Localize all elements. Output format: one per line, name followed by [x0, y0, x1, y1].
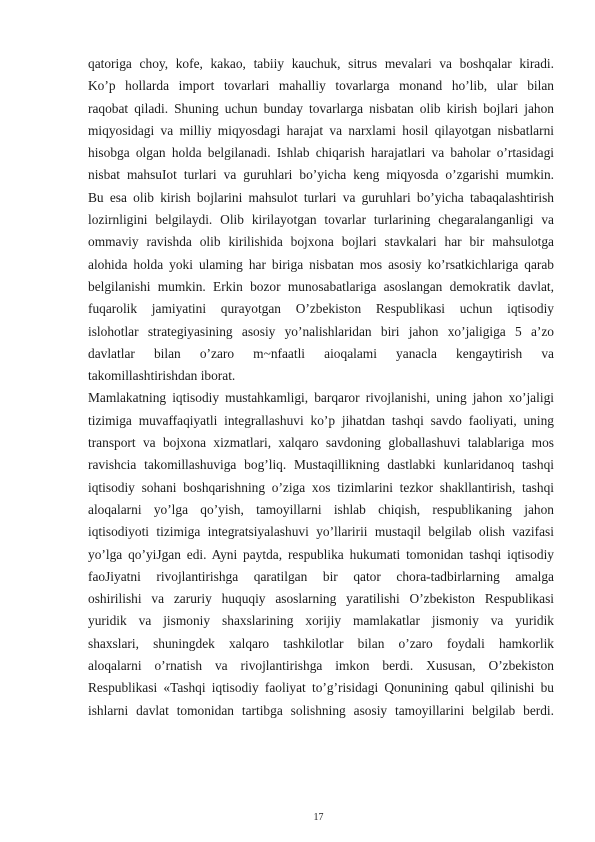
- text-line: yo’lga qo’yiJgan edi. Ayni paytda, respublika hukumati tomonidan tashqi iqtisodiy: [88, 546, 554, 562]
- text-line: Respublikasi «Tashqi iqtisodiy faoliyat to’g’risidagi Qonunining qabul qilinishi bu: [88, 680, 554, 696]
- page-number: 17: [313, 812, 324, 823]
- text-line: transport va bojxona xizmatlari, xalqaro savdoning globallashuvi talablariga mos: [88, 435, 554, 451]
- text-line: ommaviy ravishda olib kirilishida bojxona bojlari stavkalari har bir mahsulotga: [88, 234, 554, 250]
- text-line: Bu esa olib kirish bojlarini mahsulot turlari va guruhlari bo’yicha tabaqalashtirish: [88, 189, 554, 205]
- text-line: faoJiyatni rivojlantirishga qaratilgan bir qator chora-tadbirlarning amalga: [88, 568, 554, 584]
- text-line: iqtisodiyoti tizimiga integratsiyalashuvi yo’llaririi mustaqil belgilab olish vazifasi: [88, 524, 554, 540]
- text-line: aloqalarni yo’lga qo’yish, tamoyillarni ishlab chiqish, respublikaning jahon: [88, 501, 554, 517]
- text-line: alohida holda yoki ulaming har biriga nisbatan mos asosiy ko’rsatkichlariga qarab: [88, 256, 554, 272]
- text-line: davlatlar bilan o’zaro m~nfaatli aioqalami yanacla kengaytirish va: [88, 345, 554, 361]
- text-line: qatoriga choy, kofe, kakao, tabiiy kauchuk, sitrus mevalari va boshqalar kiradi.: [88, 56, 554, 71]
- text-line: miqyosidagi va milliy miqyosdagi harajat va narxlami hosil qilayotgan nisbatlarni: [88, 122, 554, 138]
- text-line: iqtisodiy sohani boshqarishning o’ziga xos tizimlarini tezkor shakllantirish, tashqi: [88, 479, 554, 495]
- text-line: Mamlakatning iqtisodiy mustahkamligi, barqaror rivojlanishi, uning jahon xo’jaligi: [88, 390, 554, 406]
- paragraph-1: [88, 53, 554, 387]
- text-line: islohotlar strategiyasining asosiy yo’nalishlaridan biri jahon xo’jaligiga 5 a’zo: [88, 323, 554, 339]
- text-line: yuridik va jismoniy shaxslarining xorijiy mamlakatlar jismoniy va yuridik: [88, 613, 554, 629]
- text-line: aloqalarni o’rnatish va rivojlantirishga imkon berdi. Xususan, O’zbekiston: [88, 658, 554, 674]
- body-text: [88, 53, 554, 722]
- text-line: lozirnligini belgilaydi. Olib kirilayotgan tovarlar turlarining chegaralanganligi va: [88, 212, 554, 228]
- text-line: raqobat qiladi. Shuning uchun bunday tovarlarga nisbatan olib kirish bojlari jahon: [88, 100, 554, 116]
- text-line: fuqarolik jamiyatini qurayotgan O’zbekiston Respublikasi uchun iqtisodiy: [88, 301, 554, 317]
- text-line: takomillashtirishdan iborat.: [88, 368, 236, 384]
- text-line: belgilanishi mumkin. Erkin bozor munosabatlariga asoslangan demokratik davlat,: [88, 278, 554, 294]
- text-line: hisobga olgan holda belgilanadi. Ishlab chiqarish harajatlari va baholar o’rtasidagi: [88, 145, 554, 161]
- text-line: shaxslari, shuningdek xalqaro tashkilotlar bilan o’zaro foydali hamkorlik: [88, 635, 554, 651]
- text-line: oshirilishi va zaruriy huquqiy asoslarning yaratilishi O’zbekiston Respublikasi: [88, 591, 554, 607]
- text-line: tizimiga muvaffaqiyatli integrallashuvi ko’p jihatdan tashqi savdo faoliyati, uning: [88, 412, 554, 428]
- text-line: nisbat mahsuIot turlari va guruhlari bo’yicha keng miqyosda o’zgarishi mumkin.: [88, 167, 554, 183]
- text-line: ravishcia takomillashuviga bog’liq. Mustaqillikning dastlabki kunlaridanoq tashqi: [88, 457, 554, 473]
- text-line: ishlarni davlat tomonidan tartibga solishning asosiy tamoyillarini belgilab berdi.: [88, 702, 554, 718]
- paragraph-2: [88, 387, 554, 721]
- text-line: Ko’p hollarda import tovarlari mahalliy tovarlarga monand ho’lib, ular bilan: [88, 78, 554, 94]
